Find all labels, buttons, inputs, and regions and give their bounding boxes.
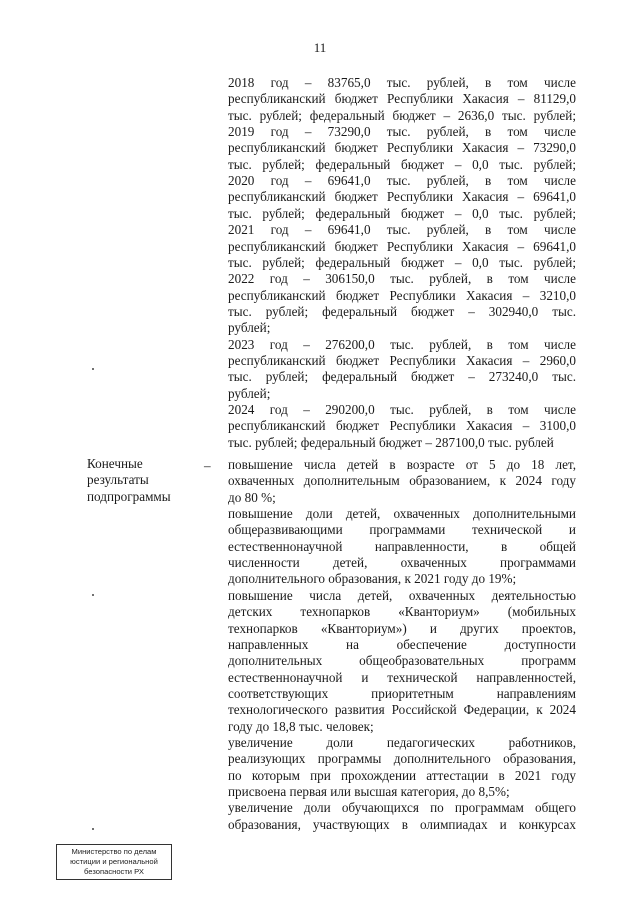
text-line: повышение числа детей, охваченных деятельностью [228, 587, 576, 603]
text-line: увеличение доли педагогических работников, [228, 734, 576, 750]
text-line: увеличение доли обучающихся по программам общего [228, 800, 576, 816]
text-line: повышение доли детей, охваченных дополнительными [228, 506, 576, 522]
text-line: технологического развития Российской Федерации, к 2024 [228, 702, 576, 718]
text-line: присвоена первая или высшая категория, до 8,5%; [228, 784, 510, 799]
scan-speck [92, 368, 94, 370]
text-line: образования, участвующих в олимпиадах и конкурсах [228, 816, 576, 832]
text-line: охваченных дополнительным образованием, к 2024 году [228, 473, 576, 489]
text-line: дополнительных общеобразовательных программ [228, 653, 576, 669]
text-line: повышение числа детей в возрасте от 5 до 18 лет, [228, 457, 576, 472]
text-line: общеразвивающими программами технической и [228, 522, 576, 538]
text-line: 2020 год – 69641,0 тыс. рублей, в том числе [228, 173, 576, 189]
text-line: тыс. рублей; федеральный бюджет – 287100,0 тыс. рублей [228, 434, 554, 450]
text-line: республиканский бюджет Республики Хакасия – 69641,0 [228, 189, 576, 205]
text-line: естественнонаучной и технической направленностей, [228, 669, 576, 685]
text-line: технопарков «Кванториум») и других проектов, [228, 620, 576, 636]
label-dash: – [204, 458, 211, 473]
text-line: направленных на обеспечение доступности [228, 636, 576, 652]
text-line: 2021 год – 69641,0 тыс. рублей, в том числе [228, 222, 576, 238]
text-line: республиканский бюджет Республики Хакасия – 81129,0 [228, 91, 576, 107]
text-line: 2019 год – 73290,0 тыс. рублей, в том числе [228, 124, 576, 140]
label-line: результаты [87, 472, 149, 488]
text-line: численности детей, охваченных программами [228, 555, 576, 571]
scan-speck [92, 594, 94, 596]
text-line: естественнонаучной направленности, в общей [228, 538, 576, 554]
text-line: республиканский бюджет Республики Хакасия – 3210,0 [228, 287, 576, 303]
scan-speck [92, 828, 94, 830]
text-line: тыс. рублей; федеральный бюджет – 2636,0 тыс. рублей; [228, 107, 576, 123]
text-line: 2018 год – 83765,0 тыс. рублей, в том числе [228, 75, 576, 90]
text-line: тыс. рублей; федеральный бюджет – 302940,0 тыс. [228, 303, 576, 319]
text-line: тыс. рублей; федеральный бюджет – 0,0 тыс. рублей; [228, 205, 576, 221]
stamp-line: безопасности РХ [84, 867, 144, 876]
page-number: 11 [313, 40, 327, 55]
text-line: рублей; [228, 385, 271, 401]
text-line: тыс. рублей; федеральный бюджет – 273240,0 тыс. [228, 369, 576, 385]
label-line: Конечные [87, 456, 143, 471]
text-line: тыс. рублей; федеральный бюджет – 0,0 тыс. рублей; [228, 254, 576, 270]
text-line: республиканский бюджет Республики Хакасия – 2960,0 [228, 352, 576, 368]
text-line: реализующих программы дополнительного образования, [228, 751, 576, 767]
text-line: республиканский бюджет Республики Хакасия – 73290,0 [228, 140, 576, 156]
label-line: подпрограммы [87, 488, 171, 504]
text-line: году до 18,8 тыс. человек; [228, 718, 374, 734]
text-line: до 80 %; [228, 489, 276, 505]
text-line: по которым при прохождении аттестации в 2021 году [228, 767, 576, 783]
registration-stamp [56, 844, 172, 880]
text-line: 2024 год – 290200,0 тыс. рублей, в том числе [228, 402, 576, 417]
text-line: соответствующих приоритетным направлениям [228, 685, 576, 701]
text-line: детских технопарков «Кванториум» (мобильных [228, 604, 576, 620]
stamp-line: Министерство по делам [71, 847, 157, 856]
text-line: рублей; [228, 320, 271, 336]
text-line: республиканский бюджет Республики Хакасия – 69641,0 [228, 238, 576, 254]
text-line: 2022 год – 306150,0 тыс. рублей, в том числе [228, 271, 576, 287]
text-line: 2023 год – 276200,0 тыс. рублей, в том числе [228, 336, 576, 352]
text-line: тыс. рублей; федеральный бюджет – 0,0 тыс. рублей; [228, 156, 576, 172]
text-line: республиканский бюджет Республики Хакасия – 3100,0 [228, 418, 576, 434]
text-line: дополнительного образования, к 2021 году до 19%; [228, 571, 517, 587]
stamp-line: юстиции и региональной [70, 857, 158, 866]
